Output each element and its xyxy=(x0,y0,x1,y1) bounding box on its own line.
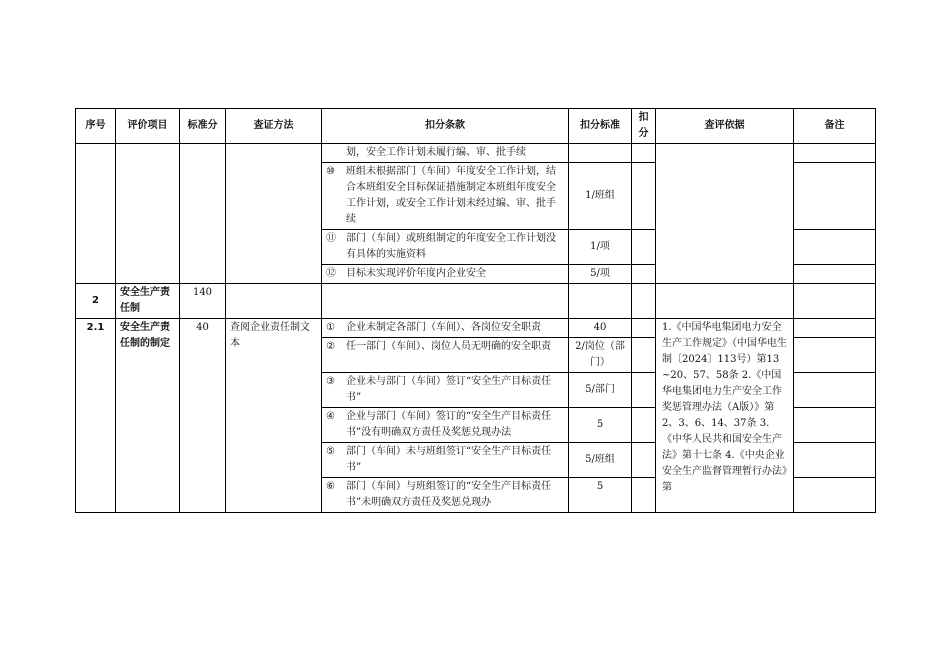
std-cell: 5 xyxy=(569,478,632,513)
header-clause: 扣分条款 xyxy=(322,109,569,144)
clause-cell: 划，安全工作计划未履行编、审、批手续 xyxy=(322,144,569,163)
method-cell: 查阅企业责任制文本 xyxy=(226,319,322,513)
clause-cell: ④ 企业与部门（车间）签订的“安全生产目标责任书”没有明确双方责任及奖惩兑现办法 xyxy=(322,408,569,443)
seq-cell: 2.1 xyxy=(76,319,116,513)
header-item: 评价项目 xyxy=(116,109,180,144)
clause-cell: ⑪ 部门（车间）或班组制定的年度安全工作计划没有具体的实施资料 xyxy=(322,230,569,265)
std-cell: 2/岗位（部门） xyxy=(569,338,632,373)
item-cell: 安全生产责任制 xyxy=(116,284,180,319)
std-cell: 5/项 xyxy=(569,265,632,284)
header-deduct: 扣分 xyxy=(632,109,656,144)
score-cell: 140 xyxy=(180,284,226,319)
header-remark: 备注 xyxy=(794,109,876,144)
clause-cell: ③ 企业未与部门（车间）签订“安全生产目标责任书” xyxy=(322,373,569,408)
table-row-section-2 xyxy=(76,284,876,319)
header-std: 扣分标准 xyxy=(569,109,632,144)
item-cell: 安全生产责任制的制定 xyxy=(116,319,180,513)
clause-cell: ⑥ 部门（车间）与班组签订的“安全生产目标责任书”未明确双方责任及奖惩兑现办 xyxy=(322,478,569,513)
header-basis: 查评依据 xyxy=(656,109,794,144)
score-cell: 40 xyxy=(180,319,226,513)
clause-cell: ⑫ 目标未实现评价年度内企业安全 xyxy=(322,265,569,284)
std-cell: 40 xyxy=(569,319,632,338)
clause-cell: ⑩ 班组未根据部门（车间）年度安全工作计划，结合本班组安全目标保证措施制定本班组年度安全工作计划，或安全工作计划未经过编、审、批手续 xyxy=(322,163,569,230)
header-seq: 序号 xyxy=(76,109,116,144)
clause-cell: ⑤ 部门（车间）未与班组签订“安全生产目标责任书” xyxy=(322,443,569,478)
std-cell: 1/项 xyxy=(569,230,632,265)
clause-cell: ② 任一部门（车间）、岗位人员无明确的安全职责 xyxy=(322,338,569,373)
header-method: 查证方法 xyxy=(226,109,322,144)
header-row xyxy=(76,109,876,144)
clause-cell: ① 企业未制定各部门（车间）、各岗位安全职责 xyxy=(322,319,569,338)
seq-cell: 2 xyxy=(76,284,116,319)
std-cell: 5/部门 xyxy=(569,373,632,408)
evaluation-table xyxy=(75,108,876,513)
header-score: 标准分 xyxy=(180,109,226,144)
table-row xyxy=(76,144,876,163)
std-cell: 1/班组 xyxy=(569,163,632,230)
std-cell: 5 xyxy=(569,408,632,443)
std-cell: 5/班组 xyxy=(569,443,632,478)
basis-cell: 1.《中国华电集团电力安全生产工作规定》（中国华电生制〔2024〕113号）第13~20、57、58条 2.《中国华电集团电力生产安全工作奖惩管理办法（A版）》第2、3、6、14、37条 3.《中华人民共和国安全生产法》第十七条 4.《中央企业安全生产监督管理暂行办法》第 xyxy=(656,319,794,513)
table-row xyxy=(76,319,876,338)
